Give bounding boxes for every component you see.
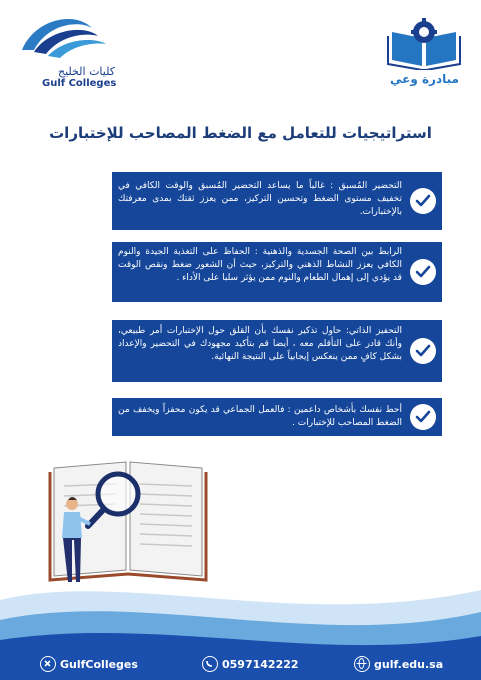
check-icon — [410, 338, 436, 364]
strategy-text: الرابط بين الصحة الجسدية والذهنية : الحفاظ على التغذية الجيدة والنوم الكافي يعزز النشاط الذهني والتركيز، حيث أن الشعور ضغط ونقص الوقت قد يؤدي إلى إهمال الطعام والنوم ممن يؤثر سلبا على الأداء . — [118, 247, 402, 283]
strategy-text: أحط نفسك بأشخاص داعمين : فالعمل الجماعي قد يكون محفزاً ويخفف من الضغط المصاحب للإختبارات . — [118, 405, 402, 428]
strategy-card — [112, 320, 442, 382]
initiative-label: مبادرة وعي — [390, 72, 459, 86]
check-icon — [410, 259, 436, 285]
strategy-text: التحضير المُسبق : غالباً ما يساعد التحضير المُسبق والوقت الكافي في تخفيف مستوى الضغط وتحسين التركيز، ممن يعزز ثقتك بمدى معرفتك بالإختبارات. — [118, 181, 402, 217]
open-book-brain-icon — [384, 18, 464, 70]
gulf-colleges-logo — [14, 10, 134, 90]
strategy-card — [112, 242, 442, 302]
globe-icon — [354, 656, 370, 672]
whatsapp-icon — [202, 656, 218, 672]
strategy-card — [112, 172, 442, 230]
initiative-logo — [384, 18, 464, 98]
x-icon — [40, 656, 56, 672]
college-name-ar: كليات الخليج — [58, 65, 115, 78]
footer-social[interactable] — [40, 654, 138, 674]
social-handle: GulfColleges — [60, 657, 138, 671]
check-icon — [410, 404, 436, 430]
wave-logo-icon — [14, 10, 134, 66]
strategy-text: التحفيز الذاتي: حاول تذكير نفسك بأن القلق حول الإختبارات أمر طبيعي، وأنك قادر على التأقلم معه ، أيضا قم بتأكيد مجهودك في التحضير والإعداد بشكل كافٍ ممن ينعكس إيجابياً على النتيجة النهائية. — [118, 326, 402, 362]
footer — [0, 648, 481, 680]
phone-number: 0597142222 — [222, 657, 299, 671]
website-url: gulf.edu.sa — [374, 657, 444, 671]
footer-phone[interactable] — [202, 654, 299, 674]
footer-website[interactable] — [354, 654, 443, 674]
strategy-card — [112, 398, 442, 436]
college-name-en: Gulf Colleges — [42, 78, 117, 89]
page-title: استراتيجيات للتعامل مع الضغط المصاحب للإختبارات — [49, 124, 432, 142]
check-icon — [410, 188, 436, 214]
